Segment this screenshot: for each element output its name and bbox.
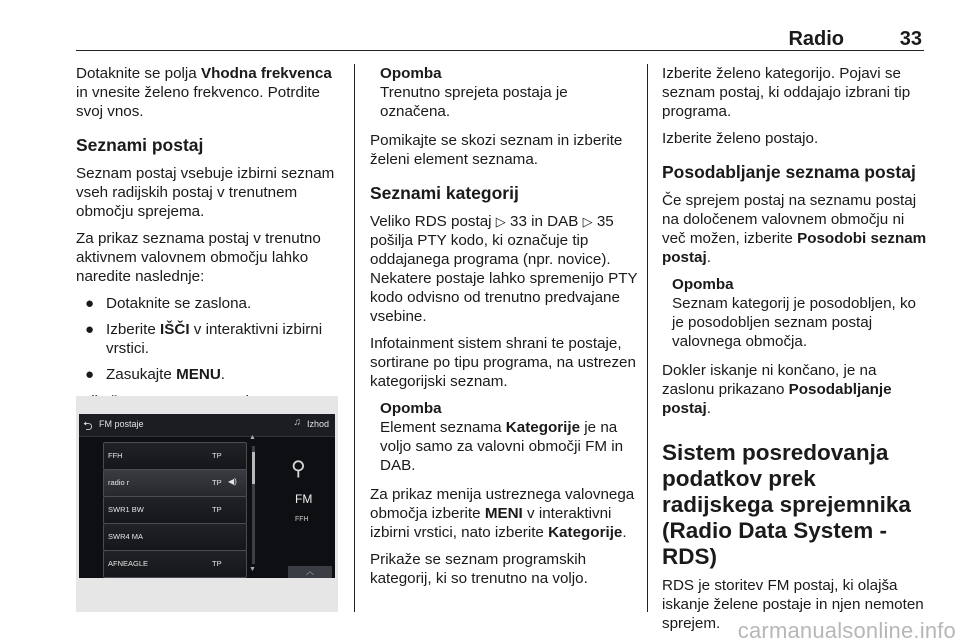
list-item: ● Zasukajte MENU. bbox=[85, 366, 226, 383]
band-label: FM bbox=[295, 492, 313, 506]
ui-term: Posodabljanje postaj bbox=[662, 381, 892, 417]
music-note-icon: ♫ bbox=[293, 417, 301, 428]
reference-arrow-icon: ▷ bbox=[582, 214, 593, 229]
paragraph: Seznam postaj vsebuje izbirni seznam vseh radijskih postaj v trenutnem območju sprejema. bbox=[76, 165, 335, 220]
station-row: SWR4 MA bbox=[103, 523, 247, 551]
column-divider bbox=[354, 64, 355, 612]
note-box bbox=[380, 64, 638, 121]
column-2 bbox=[370, 64, 638, 596]
infotainment-screen bbox=[79, 414, 335, 578]
station-row: AFNEAGLE TP bbox=[103, 550, 247, 578]
note-title: Opomba bbox=[380, 400, 442, 417]
current-station: FFH bbox=[295, 516, 309, 523]
section-title: Radio bbox=[788, 28, 844, 50]
paragraph: Izberite želeno kategorijo. Pojavi se seznam postaj, ki oddajajo izbrani tip programa. bbox=[662, 65, 911, 120]
list-item: ● Dotaknite se zaslona. bbox=[85, 295, 252, 312]
paragraph: Pomikajte se skozi seznam in izberite želeni element seznama. bbox=[370, 132, 623, 168]
header-rule bbox=[76, 50, 924, 51]
station-row: FFH TP bbox=[103, 442, 247, 470]
note-box bbox=[672, 275, 930, 351]
paragraph: Za prikaz seznama postaj v trenutno aktivnem valovnem območju lahko naredite naslednje: bbox=[76, 230, 321, 285]
ui-term: IŠČI bbox=[160, 321, 190, 338]
ui-term: Posodobi seznam postaj bbox=[662, 230, 927, 266]
bullet-list bbox=[76, 294, 344, 384]
ui-term: MENI bbox=[484, 505, 523, 522]
reference-arrow-icon: ▷ bbox=[495, 214, 506, 229]
heading-posodabljanje: Posodabljanje seznama postaj bbox=[662, 162, 916, 182]
note-text: Seznam kategorij je posodobljen, ko je posodobljen seznam postaj valovnega območja. bbox=[672, 295, 916, 350]
radio-tower-icon: ⚲ bbox=[291, 458, 306, 480]
watermark: carmanualsonline.info bbox=[737, 618, 956, 643]
scrollbar-thumb bbox=[252, 452, 255, 484]
note-text: Element seznama Kategorije je na voljo samo za valovni območji FM in DAB. bbox=[380, 419, 624, 474]
screen-title-bar bbox=[79, 414, 335, 437]
bullet-icon: ● bbox=[85, 366, 95, 383]
scroll-down-icon: ▼ bbox=[249, 566, 256, 573]
bullet-icon: ● bbox=[85, 295, 95, 312]
source-label: Izhod bbox=[306, 419, 329, 429]
screen-title: FM postaje bbox=[99, 419, 144, 429]
back-arrow-icon: ⮌ bbox=[83, 419, 93, 433]
page-number: 33 bbox=[899, 28, 922, 50]
page-header bbox=[76, 24, 924, 52]
paragraph: Izberite želeno postajo. bbox=[662, 130, 819, 147]
ui-term: Kategorije bbox=[548, 524, 623, 541]
station-list-screenshot bbox=[76, 396, 338, 612]
note-title: Opomba bbox=[672, 276, 734, 293]
paragraph: Za prikaz menija ustreznega valovnega območja izberite MENI v interaktivni izbirni vrstici, nato izberite Kategorije. bbox=[370, 486, 635, 541]
ui-term: Vhodna frekvenca bbox=[200, 65, 332, 82]
scroll-up-icon: ▲ bbox=[249, 434, 256, 441]
column-divider bbox=[647, 64, 648, 612]
paragraph: Veliko RDS postaj ▷ 33 in DAB ▷ 35 pošilja PTY kodo, ki označuje tip oddajanega programa (npr. novice). Nekatere postaje lahko spremenijo PTY kodo odvisno od trenutno predvajane vsebine. bbox=[370, 213, 638, 325]
paragraph: RDS je storitev FM postaj, ki olajša iskanje želene postaje in njen nemoten sprejem. bbox=[662, 577, 924, 632]
heading-rds: Sistem posredovanja podatkov prek radijskega sprejemnika (Radio Data System - RDS) bbox=[662, 440, 911, 569]
column-1 bbox=[76, 64, 344, 419]
bullet-icon: ● bbox=[85, 321, 95, 338]
paragraph: Prikaže se seznam programskih kategorij, ki so trenutno na voljo. bbox=[370, 551, 588, 587]
paragraph: Infotainment sistem shrani te postaje, sortirane po tipu programa, na ustrezen kategorijski seznam. bbox=[370, 335, 636, 390]
paragraph: Dokler iskanje ni končano, je na zaslonu prikazano Posodabljanje postaj. bbox=[662, 362, 892, 417]
column-3 bbox=[662, 64, 930, 641]
heading-seznami-postaj: Seznami postaj bbox=[76, 135, 204, 155]
heading-seznami-kategorij: Seznami kategorij bbox=[370, 183, 519, 203]
paragraph: Dotaknite se polja Vhodna frekvenca in vnesite želeno frekvenco. Potrdite svoj vnos. bbox=[76, 65, 332, 120]
note-text: Trenutno sprejeta postaja je označena. bbox=[380, 84, 568, 120]
speaker-icon: ◀) bbox=[228, 477, 237, 486]
list-item: ● Izberite IŠČI v interaktivni izbirni vrstici. bbox=[85, 321, 323, 357]
collapse-chevron-icon: ︿ bbox=[288, 566, 332, 578]
station-row: SWR1 BW TP bbox=[103, 496, 247, 524]
station-row-selected: radio r TP ◀) bbox=[103, 469, 247, 497]
list-scrollbar bbox=[249, 434, 256, 573]
ui-term: Kategorije bbox=[505, 419, 581, 436]
note-title: Opomba bbox=[380, 65, 442, 82]
note-box bbox=[380, 399, 638, 475]
ui-term: MENU bbox=[176, 366, 221, 383]
paragraph: Če sprejem postaj na seznamu postaj na določenem valovnem območju ni več možen, izberite Posodobi seznam postaj. bbox=[662, 192, 927, 266]
